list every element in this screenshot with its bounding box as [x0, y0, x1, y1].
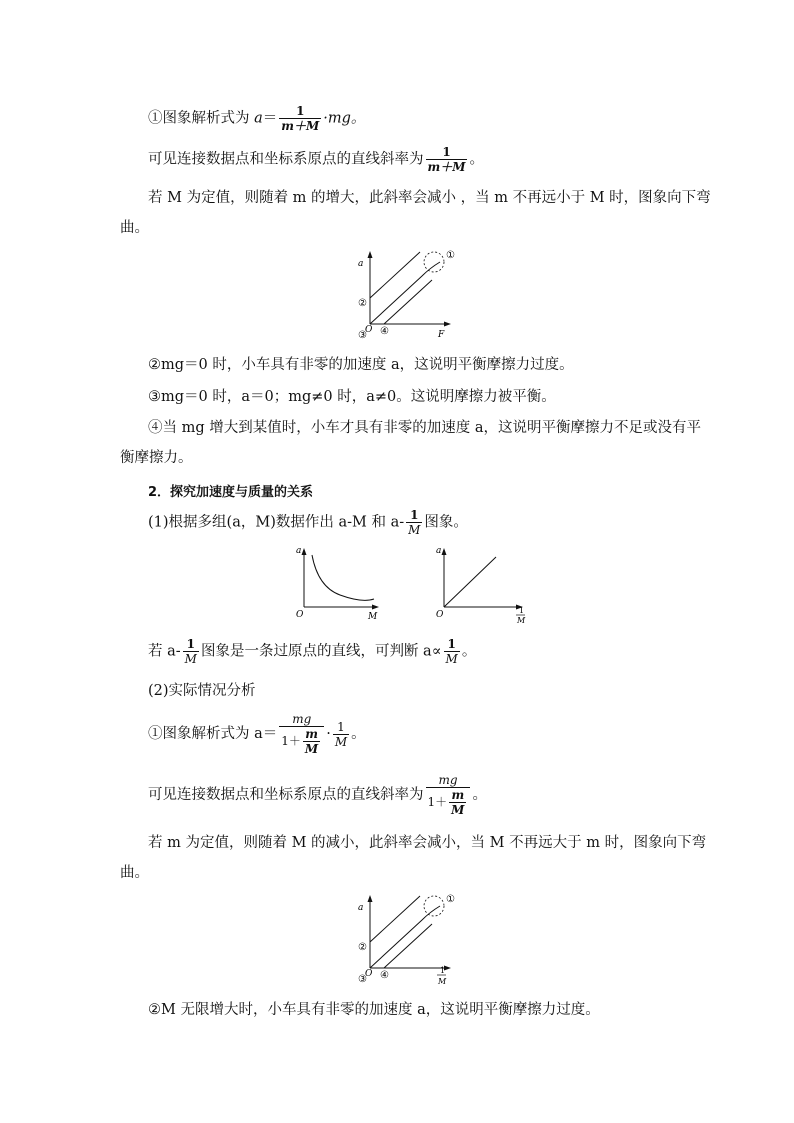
graph-a-inverse-m-actual — [352, 888, 464, 988]
slope-line-2 — [148, 773, 794, 817]
x-axis-arrow — [444, 322, 451, 327]
inner-fraction — [303, 727, 320, 756]
x-axis-label-denominator: M — [517, 616, 526, 625]
fraction-denominator — [279, 727, 324, 756]
line-2 — [370, 252, 420, 298]
y-axis-arrow — [368, 251, 373, 258]
marker-3: ③ — [358, 330, 367, 340]
fraction-numerator: mg — [279, 712, 324, 727]
marker-3: ③ — [358, 974, 367, 985]
fraction-numerator: 1 — [183, 637, 199, 652]
marker-4: ④ — [380, 326, 389, 337]
text-segment: 可见连接数据点和坐标系原点的直线斜率为 — [148, 787, 424, 803]
paragraph-line: ④当 mg 增大到某值时，小车才具有非零的加速度 a，这说明平衡摩擦力不足或没有平 — [148, 420, 702, 436]
fraction-numerator: 1 — [279, 104, 321, 119]
marker-4: ④ — [380, 970, 389, 981]
compound-fraction — [279, 712, 324, 756]
fraction — [444, 637, 460, 666]
fraction-denominator: M — [184, 652, 197, 666]
paragraph-line: 若 m 为定值，则随着 M 的减小，此斜率会减小，当 M 不再远大于 m 时，图象向下弯 — [148, 835, 707, 851]
text-segment: 图象是一条过原点的直线，可判断 a∝ — [200, 643, 442, 660]
paragraph-line: 若 M 为定值，则随着 m 的增大，此斜率会减小 ，当 m 不再远小于 M 时，图象向下弯 — [148, 190, 711, 206]
hyperbola-curve — [312, 555, 374, 600]
x-axis-label: F — [438, 330, 445, 340]
text-segment: ①图象解析式为 — [148, 110, 255, 127]
paragraph-line: 曲。 — [120, 220, 149, 236]
fraction-denominator: M — [451, 803, 465, 817]
fraction — [406, 508, 422, 537]
x-axis-label-denominator: M — [438, 977, 447, 986]
origin-label: O — [436, 610, 444, 620]
fraction-numerator: 1 — [333, 720, 349, 735]
text-segment: ①图象解析式为 a＝ — [148, 726, 278, 742]
y-axis-arrow — [442, 548, 447, 555]
fraction — [183, 637, 199, 666]
graph-a-inverse-m — [430, 543, 534, 625]
text-segment: 1＋ — [281, 734, 301, 748]
dashed-circle — [424, 252, 444, 272]
fraction-denominator: M — [304, 742, 319, 756]
paragraph-line — [148, 637, 794, 666]
text-segment: 若 a- — [148, 643, 181, 660]
text-segment: 1＋ — [427, 795, 448, 809]
text-segment: 。 — [469, 151, 484, 168]
fraction-denominator: m＋M — [281, 119, 320, 133]
line-2 — [370, 896, 420, 942]
formula-line-2 — [148, 712, 794, 756]
x-axis-label-numerator: 1 — [440, 966, 446, 975]
formula-line-1 — [148, 104, 794, 133]
paragraph-line: ②M 无限增大时，小车具有非零的加速度 a，这说明平衡摩擦力过度。 — [148, 1002, 600, 1018]
text-segment: 。 — [461, 643, 477, 660]
x-axis-label-numerator: 1 — [519, 606, 525, 615]
proportional-line — [444, 557, 496, 607]
x-axis-arrow — [372, 605, 379, 610]
marker-1: ① — [446, 894, 455, 905]
marker-2: ② — [358, 942, 367, 953]
paragraph-line — [148, 508, 794, 537]
inner-fraction — [449, 788, 466, 817]
y-axis-label: a — [296, 546, 302, 556]
marker-2: ② — [358, 298, 367, 309]
multiply-dot: · — [326, 726, 331, 742]
text-segment: ·mg。 — [323, 110, 366, 127]
paragraph-line: ③mg＝0 时，a＝0；mg≠0 时，a≠0。这说明摩擦力被平衡。 — [148, 389, 556, 405]
fraction-numerator: 1 — [406, 508, 422, 523]
line-4 — [384, 924, 432, 968]
fraction-denominator — [426, 788, 471, 817]
text-segment: 图象。 — [424, 514, 468, 531]
graph-a-f — [352, 244, 464, 340]
slope-line-1 — [148, 145, 794, 174]
fraction-numerator: m — [303, 727, 320, 742]
graph-a-m — [290, 543, 386, 623]
text-segment: (1)根据多组(a，M)数据作出 a-M 和 a- — [148, 514, 405, 531]
equals-sign: ＝ — [262, 110, 278, 127]
text-segment: 。 — [472, 787, 487, 803]
paragraph-line: 衡摩擦力。 — [120, 450, 193, 466]
fraction — [279, 104, 321, 133]
line-4 — [384, 280, 432, 324]
fraction-numerator: mg — [426, 773, 471, 788]
text-segment: 可见连接数据点和坐标系原点的直线斜率为 — [148, 151, 424, 168]
fraction-numerator: 1 — [426, 145, 468, 160]
origin-label: O — [296, 610, 304, 620]
fraction-denominator: M — [445, 652, 458, 666]
y-axis-label: a — [358, 259, 364, 269]
y-axis-arrow — [368, 895, 373, 902]
fraction-denominator: M — [408, 523, 421, 537]
fraction — [426, 145, 468, 174]
var-a: a — [254, 110, 263, 127]
compound-fraction — [426, 773, 471, 817]
marker-1: ① — [446, 250, 455, 261]
sub-heading: (2)实际情况分析 — [148, 683, 256, 699]
fraction-denominator: m＋M — [427, 160, 466, 174]
y-axis-label: a — [358, 903, 364, 913]
y-axis-arrow — [302, 548, 307, 555]
fraction-numerator: m — [449, 788, 466, 803]
paragraph-line: 曲。 — [120, 865, 149, 881]
origin-label: O — [365, 325, 373, 335]
x-axis-label: M — [368, 612, 378, 622]
paragraph-line: ②mg＝0 时，小车具有非零的加速度 a，这说明平衡摩擦力过度。 — [148, 357, 574, 373]
fraction-denominator: M — [334, 734, 348, 749]
fraction — [333, 720, 349, 749]
origin-label: O — [365, 969, 373, 979]
y-axis-label: a — [436, 546, 442, 556]
dashed-circle — [424, 896, 444, 916]
fraction-numerator: 1 — [444, 637, 460, 652]
section-heading: 2．探究加速度与质量的关系 — [148, 485, 314, 500]
text-segment: 。 — [351, 726, 366, 742]
